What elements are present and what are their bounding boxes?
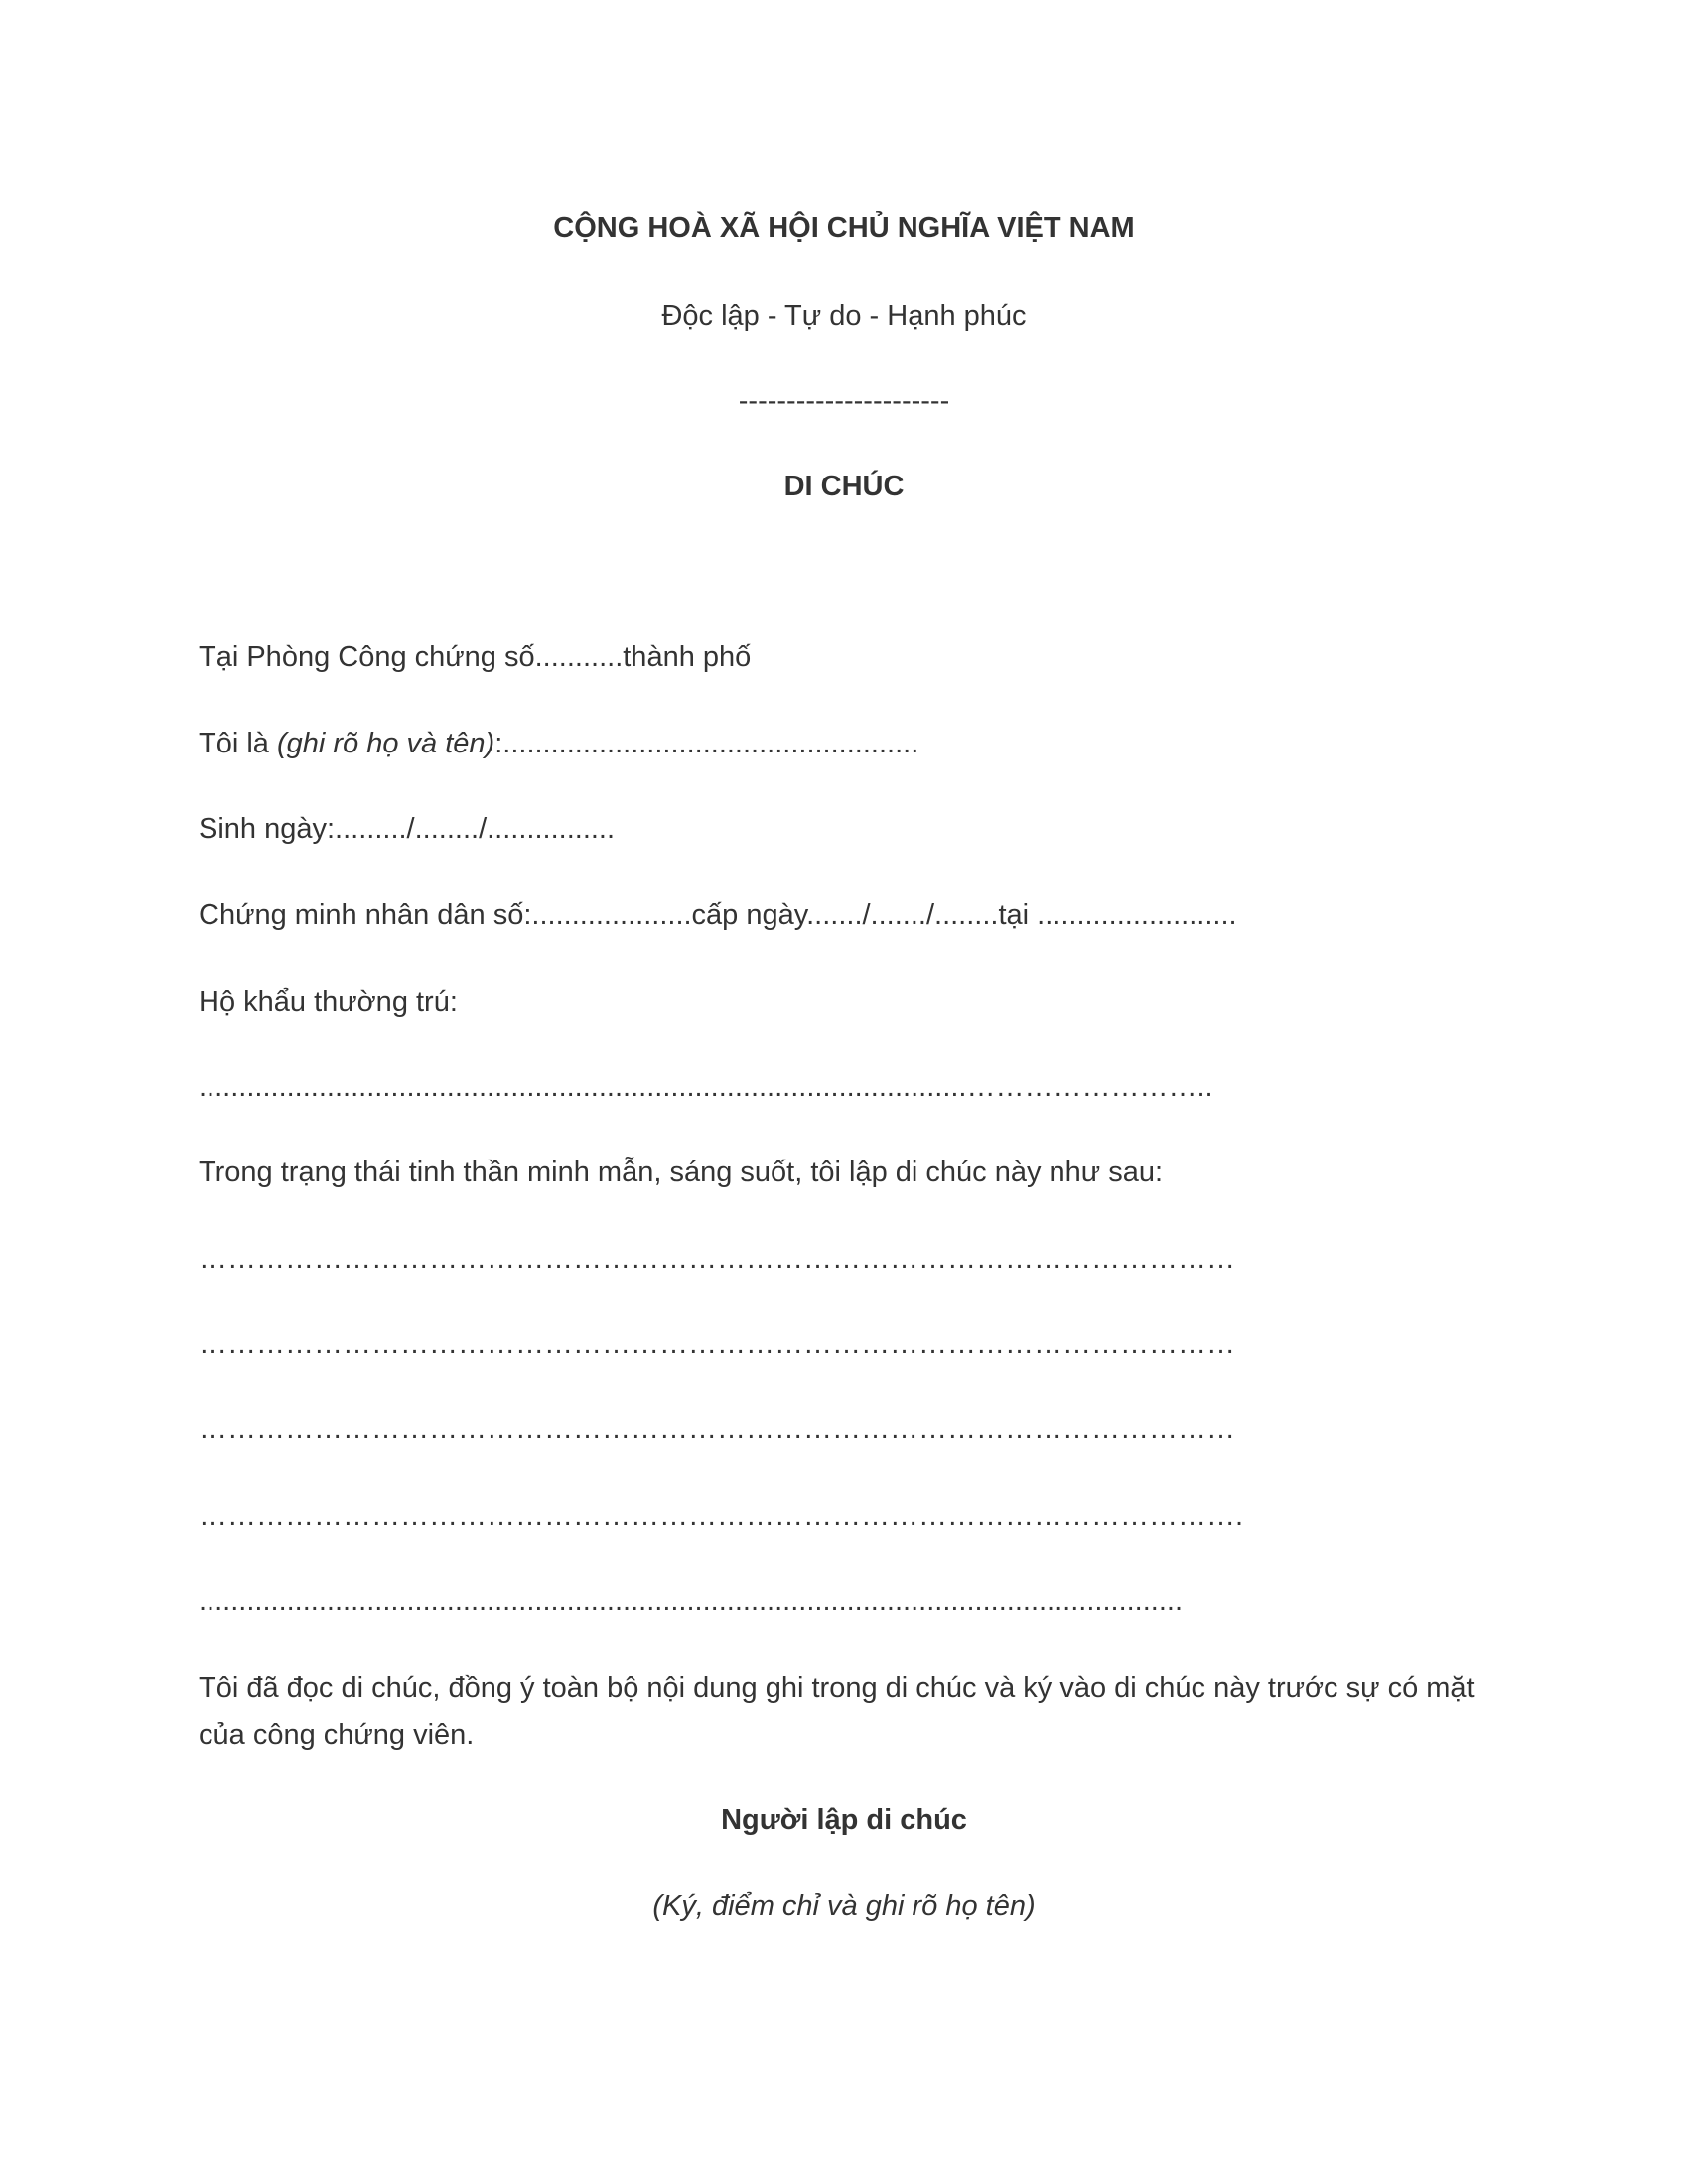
separator-line: ---------------------- xyxy=(738,385,950,417)
content-line: ……………………………………………………………………………………………… xyxy=(199,1243,1235,1275)
content-line: ........................................................................................................................... xyxy=(199,1585,1184,1617)
signature-instruction: (Ký, điểm chỉ và ghi rõ họ tên) xyxy=(652,1890,1036,1922)
content-line: ……………………………………………………………………………………………… xyxy=(199,1414,1235,1445)
country-heading: CỘNG HOÀ XÃ HỘI CHỦ NGHĨA VIỆT NAM xyxy=(553,212,1135,244)
content-line: ……………………………………………………………………………………………… xyxy=(199,1328,1235,1360)
residence-label: Hộ khẩu thường trú: xyxy=(199,986,458,1018)
name-line xyxy=(199,720,918,767)
name-hint: (ghi rõ họ và tên) xyxy=(276,728,495,759)
confirmation-paragraph: Tôi đã đọc di chúc, đồng ý toàn bộ nội dung ghi trong di chúc và ký vào di chúc này trước sự có mặt của công chứng viên. xyxy=(199,1672,1475,1751)
office-line: Tại Phòng Công chứng số...........thành phố xyxy=(199,641,752,673)
residence-dots: ................................................................................................…………………….. xyxy=(199,1071,1213,1103)
motto: Độc lập - Tự do - Hạnh phúc xyxy=(661,300,1027,332)
signature-title: Người lập di chúc xyxy=(721,1804,967,1836)
content-line: ………………………………………………………………………………………………. xyxy=(199,1500,1244,1532)
id-line: Chứng minh nhân dân số:....................cấp ngày......./......./........tại ......................... xyxy=(199,899,1237,931)
dob-line: Sinh ngày:........./......../................ xyxy=(199,813,616,845)
name-dots: :.................................................... xyxy=(494,728,919,759)
name-prefix: Tôi là xyxy=(199,728,277,759)
statement-line: Trong trạng thái tinh thần minh mẫn, sáng suốt, tôi lập di chúc này như sau: xyxy=(199,1157,1164,1188)
document-title: DI CHÚC xyxy=(783,471,905,502)
